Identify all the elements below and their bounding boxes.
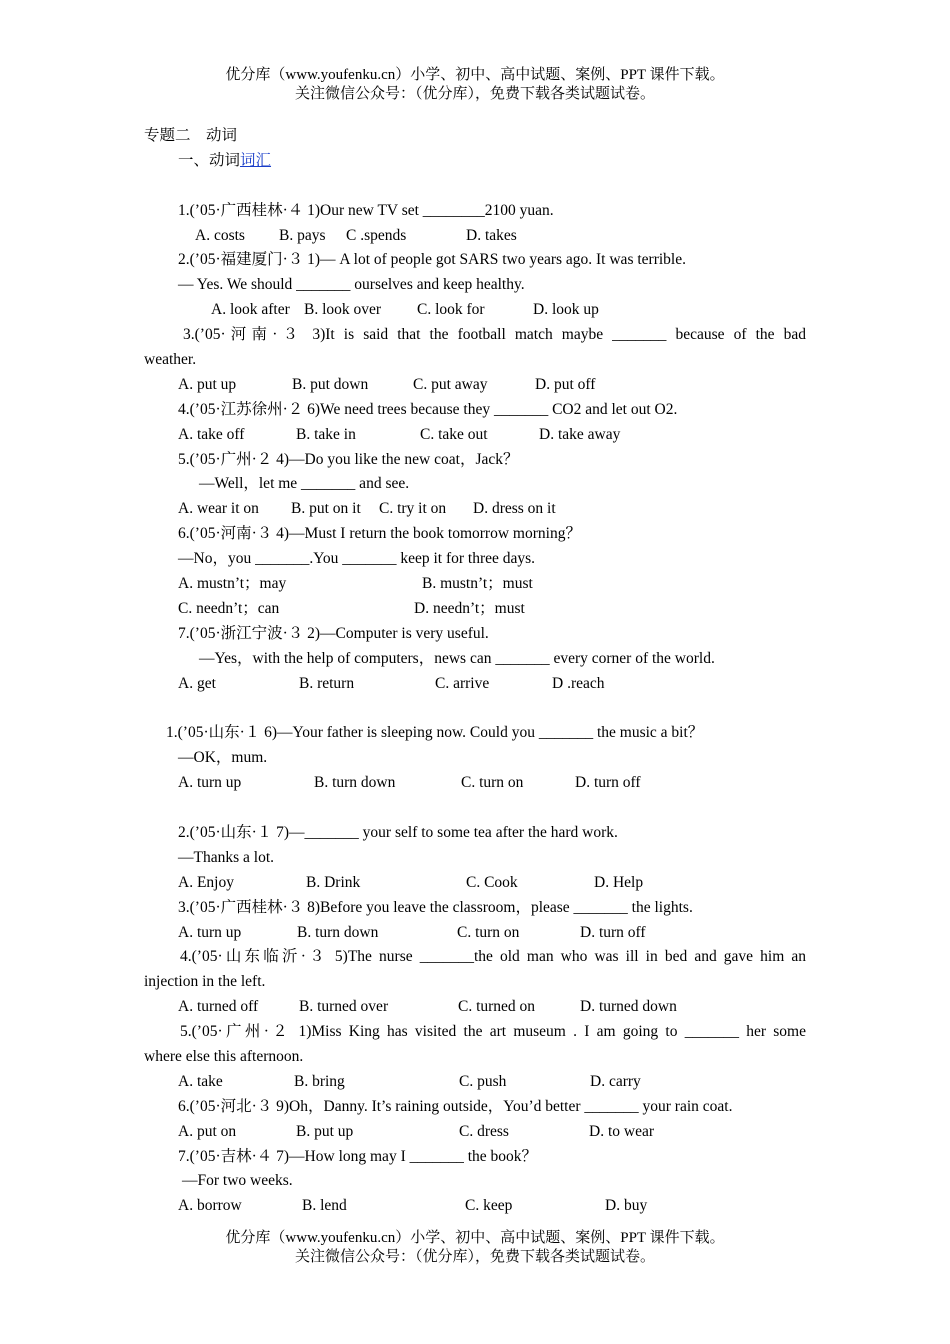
question-line: —Thanks a lot. bbox=[178, 848, 274, 866]
question-line: —For two weeks. bbox=[182, 1172, 293, 1190]
options-row bbox=[144, 373, 806, 398]
question-line: 3.(’05·广西桂林·３ 8)Before you leave the classroom，please _______ the lights. bbox=[178, 898, 693, 916]
option: D. buy bbox=[605, 1197, 648, 1215]
options-row bbox=[144, 597, 806, 622]
option: C. arrive bbox=[435, 674, 490, 692]
option: B. turn down bbox=[314, 774, 396, 792]
option: C. turn on bbox=[461, 774, 524, 792]
header-line-1: 优分库（www.youfenku.cn）小学、初中、高中试题、案例、PPT 课件下载。 bbox=[225, 67, 725, 83]
option: D. takes bbox=[466, 226, 517, 244]
footer-line-2: 关注微信公众号：（优分库），免费下载各类试题试卷。 bbox=[294, 1249, 655, 1265]
option: B. look over bbox=[304, 301, 382, 319]
option: C. turned on bbox=[458, 998, 536, 1016]
question-line: where else this afternoon. bbox=[144, 1047, 304, 1065]
option: B. put on it bbox=[291, 500, 361, 518]
option: B. lend bbox=[302, 1197, 347, 1215]
question-line: —Well，let me _______ and see. bbox=[199, 475, 410, 493]
option: C. turn on bbox=[457, 923, 520, 941]
question-line: 3.(’05·河南·３ 3)It is said that the football match maybe _______ because of the bad bbox=[183, 326, 806, 344]
option: A. borrow bbox=[178, 1197, 242, 1215]
option: D. Help bbox=[594, 873, 644, 891]
option: C. look for bbox=[417, 301, 485, 319]
vocab-link[interactable]: 词汇 bbox=[240, 151, 272, 169]
options-row bbox=[144, 771, 806, 796]
section-title: 专题二 动词 bbox=[144, 127, 238, 144]
option: B. turn down bbox=[297, 923, 379, 941]
header-line-2: 关注微信公众号：（优分库），免费下载各类试题试卷。 bbox=[294, 86, 655, 102]
options-row bbox=[144, 871, 806, 896]
option: C. push bbox=[459, 1072, 507, 1090]
section-subtitle bbox=[144, 149, 806, 174]
page-header bbox=[0, 66, 950, 104]
option: A. turned off bbox=[178, 998, 259, 1016]
option: A. costs bbox=[195, 226, 245, 244]
question-line: 5.(’05·广州·２ 1)Miss King has visited the art museum . I am going to _______ her some bbox=[180, 1023, 806, 1041]
options-row bbox=[144, 298, 806, 323]
question-line: 6.(’05·河北·３ 9)Oh，Danny. It’s raining outside，You’d better _______ your rain coat. bbox=[178, 1097, 733, 1115]
question-line: 7.(’05·浙江宁波·３ 2)—Computer is very useful. bbox=[178, 624, 489, 642]
option: A. mustn’t；may bbox=[178, 575, 287, 593]
options-row bbox=[144, 497, 806, 522]
options-row bbox=[144, 672, 806, 697]
question-line: 4.(’05·江苏徐州·２ 6)We need trees because they _______ CO2 and let out O2. bbox=[178, 400, 678, 418]
question-line: 1.(’05·山东·１ 6)—Your father is sleeping now. Could you _______ the music a bit？ bbox=[166, 724, 704, 742]
options-row bbox=[144, 572, 806, 597]
option: B. bring bbox=[294, 1072, 345, 1090]
footer-line-1: 优分库（www.youfenku.cn）小学、初中、高中试题、案例、PPT 课件下载。 bbox=[225, 1230, 725, 1246]
option: A. put up bbox=[178, 375, 237, 393]
option: B. mustn’t；must bbox=[422, 575, 533, 593]
question-line: —OK，mum. bbox=[178, 749, 268, 767]
option: D. dress on it bbox=[473, 500, 556, 518]
option: C. try it on bbox=[379, 500, 447, 518]
option: D. take away bbox=[539, 425, 621, 443]
option: D. turned down bbox=[580, 998, 677, 1016]
question-line: 6.(’05·河南·３ 4)—Must I return the book tomorrow morning？ bbox=[178, 525, 581, 543]
option: A. get bbox=[178, 674, 216, 692]
document-body bbox=[144, 124, 806, 1219]
question-line: weather. bbox=[144, 351, 197, 369]
question-line: 1.(’05·广西桂林·４ 1)Our new TV set ________2100 yuan. bbox=[178, 201, 554, 219]
page-footer bbox=[0, 1229, 950, 1267]
option: B. return bbox=[299, 674, 355, 692]
option: A. Enjoy bbox=[178, 873, 234, 891]
option: C. put away bbox=[413, 375, 488, 393]
question-line: injection in the left. bbox=[144, 973, 266, 991]
option: D. turn off bbox=[575, 774, 641, 792]
option: A. look after bbox=[211, 301, 290, 319]
option: C. keep bbox=[465, 1197, 513, 1215]
option: D. look up bbox=[533, 301, 599, 319]
option: A. take bbox=[178, 1072, 223, 1090]
options-row bbox=[144, 423, 806, 448]
options-row bbox=[144, 1120, 806, 1145]
question-line: 2.(’05·福建厦门·３ 1)— A lot of people got SARS two years ago. It was terrible. bbox=[178, 251, 686, 269]
question-line: —Yes，with the help of computers，news can _______ every corner of the world. bbox=[199, 649, 715, 667]
options-row bbox=[144, 921, 806, 946]
option: B. put up bbox=[296, 1122, 354, 1140]
option: D .reach bbox=[552, 674, 605, 692]
option: A. turn up bbox=[178, 923, 242, 941]
option: A. turn up bbox=[178, 774, 242, 792]
option: C. Cook bbox=[466, 873, 518, 891]
option: D. put off bbox=[535, 375, 596, 393]
option: C. take out bbox=[420, 425, 488, 443]
option: B. Drink bbox=[306, 873, 361, 891]
option: D. needn’t；must bbox=[414, 599, 525, 617]
option: B. take in bbox=[296, 425, 356, 443]
option: B. put down bbox=[292, 375, 369, 393]
options-row bbox=[144, 1194, 806, 1219]
option: D. carry bbox=[590, 1072, 641, 1090]
option: A. take off bbox=[178, 425, 245, 443]
options-row bbox=[144, 1070, 806, 1095]
option: A. wear it on bbox=[178, 500, 259, 518]
question-line: — Yes. We should _______ ourselves and keep healthy. bbox=[178, 276, 525, 294]
question-line: 7.(’05·吉林·４ 7)—How long may I _______ the book？ bbox=[178, 1147, 538, 1165]
option: D. turn off bbox=[580, 923, 646, 941]
option: C. dress bbox=[459, 1122, 509, 1140]
option: C .spends bbox=[346, 226, 407, 244]
subtitle-prefix: 一、动词 bbox=[178, 151, 241, 169]
question-line: —No，you _______.You _______ keep it for three days. bbox=[178, 550, 536, 568]
option: D. to wear bbox=[589, 1122, 654, 1140]
question-line: 4.(’05·山东临沂·３ 5)The nurse _______the old man who was ill in bed and gave him an bbox=[180, 948, 806, 966]
options-row bbox=[144, 224, 806, 249]
question-line: 2.(’05·山东·１ 7)—_______ your self to some tea after the hard work. bbox=[178, 823, 618, 841]
options-row bbox=[144, 995, 806, 1020]
option: A. put on bbox=[178, 1122, 237, 1140]
option: C. needn’t；can bbox=[178, 599, 280, 617]
option: B. pays bbox=[279, 226, 326, 244]
option: B. turned over bbox=[299, 998, 389, 1016]
question-line: 5.(’05·广州·２ 4)—Do you like the new coat，Jack？ bbox=[178, 450, 519, 468]
